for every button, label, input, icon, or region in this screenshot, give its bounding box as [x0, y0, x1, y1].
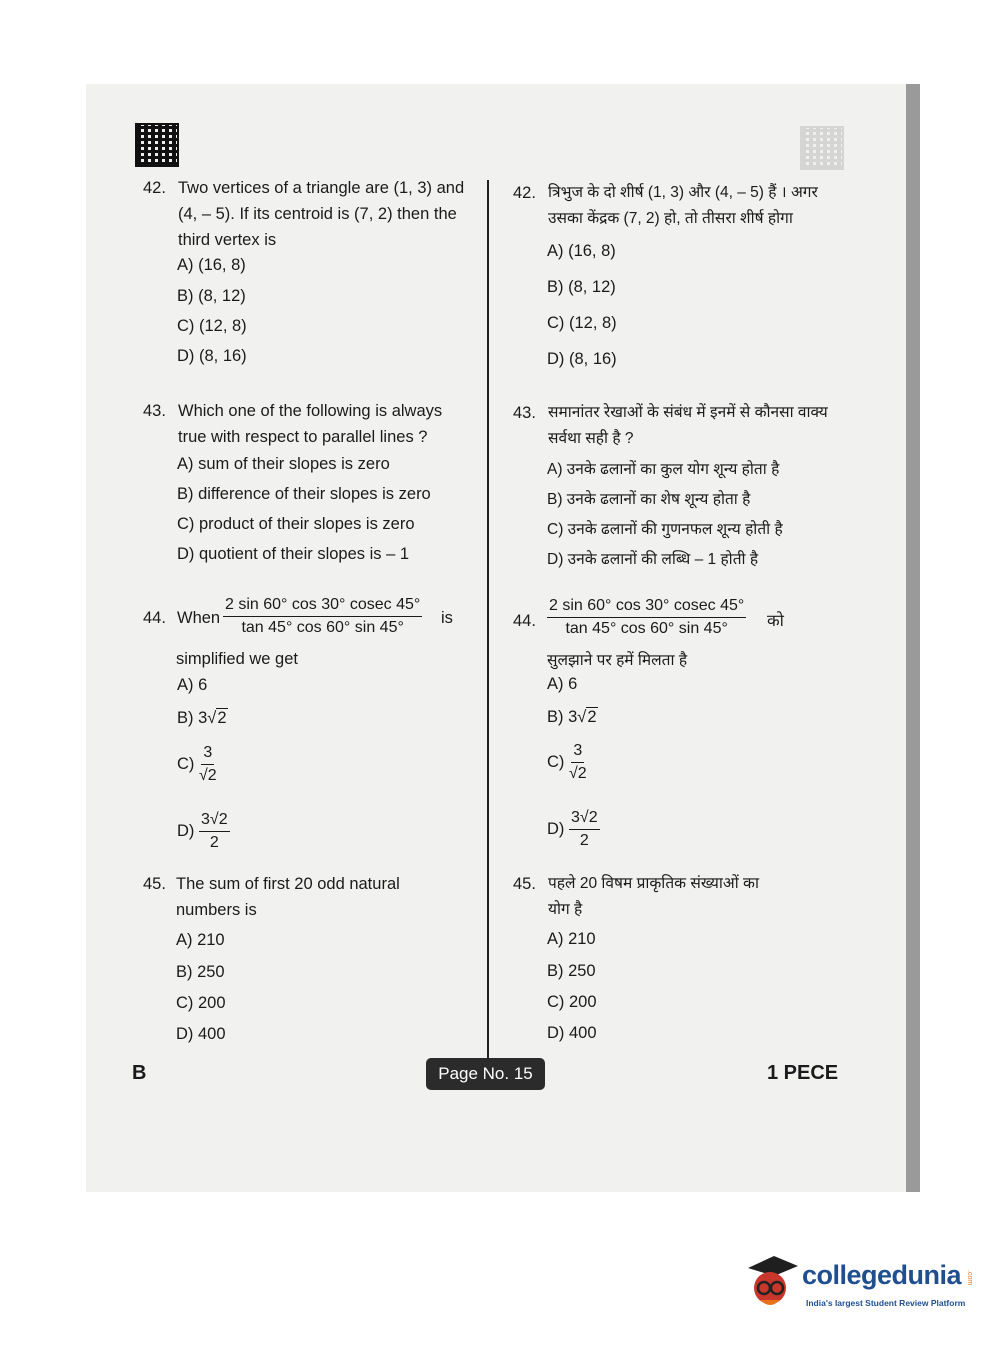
- option-a: A) (16, 8): [177, 256, 246, 274]
- column-divider: [487, 180, 489, 1060]
- option-c: C) 200: [547, 993, 597, 1011]
- option-d: D) $\frac{3√2}{2}$: [177, 811, 228, 851]
- question-stem: Two vertices of a triangle are (1, 3) and (4, – 5). If its centroid is (7, 2) then the third vertex is: [178, 179, 465, 249]
- option-d: D) $\frac{3√2}{2}$: [547, 809, 598, 849]
- fraction: $\frac{3√2}{2}$: [571, 809, 598, 849]
- option-c: C) (12, 8): [177, 317, 247, 335]
- question-number: 43.: [513, 404, 536, 422]
- exam-code: 1 PECE: [767, 1062, 839, 1084]
- question-stem-continued: simplified we get: [176, 650, 298, 668]
- brand-tagline: India's largest Student Review Platform: [806, 1298, 966, 1308]
- question-stem-continued: सुलझाने पर हमें मिलता है: [547, 652, 688, 669]
- question-number: 45.: [513, 875, 536, 893]
- question-number: 45.: [143, 875, 166, 893]
- question-number: 42.: [513, 184, 536, 202]
- option-b: B) difference of their slopes is zero: [177, 485, 431, 503]
- question-number: 44.: [513, 612, 536, 630]
- option-c: C) $\frac{3}{√2}$: [177, 744, 217, 784]
- radical-expression: 3√2: [568, 708, 597, 726]
- question-stem: Which one of the following is always true with respect to parallel lines ?: [178, 402, 443, 446]
- question-44-en: 44. When $\frac{2 \sin 60^\circ \cos 30^\circ cosec 45^\circ}{\tan 45^\circ \cos 60^\circ \sin 45^\circ}$ is: [143, 596, 453, 636]
- page-number-badge: Page No. 15: [426, 1058, 545, 1090]
- fraction: $\frac{3√2}{2}$: [201, 811, 228, 851]
- option-a: A) 6: [547, 675, 578, 693]
- qr-code-faded: [802, 128, 842, 168]
- collegedunia-logo: [744, 1254, 974, 1318]
- option-a: A) 6: [177, 676, 208, 694]
- option-b: B) 250: [547, 962, 596, 980]
- question-number: 43.: [143, 402, 166, 420]
- question-number: 44.: [143, 609, 166, 627]
- qr-code: [137, 125, 177, 165]
- question-43-en: [143, 398, 478, 450]
- question-stem: The sum of first 20 odd natural numbers is: [176, 875, 400, 919]
- option-b: B) 3√2: [177, 709, 227, 727]
- option-c: C) product of their slopes is zero: [177, 515, 415, 533]
- question-number: 42.: [143, 179, 166, 197]
- question-42-en: [143, 175, 478, 253]
- question-stem: पहले 20 विषम प्राकृतिक संख्याओं का योग है: [548, 875, 759, 918]
- option-d: D) (8, 16): [177, 347, 247, 365]
- question-43-hi: [513, 400, 843, 452]
- question-stem: समानांतर रेखाओं के संबंध में इनमें से कौनसा वाक्य सर्वथा सही है ?: [548, 404, 828, 447]
- option-c: C) उनके ढलानों की गुणनफल शून्य होती है: [547, 521, 783, 538]
- option-a: A) 210: [176, 931, 225, 949]
- option-b: B) उनके ढलानों का शेष शून्य होता है: [547, 491, 751, 508]
- question-stem: त्रिभुज के दो शीर्ष (1, 3) और (4, – 5) हैं । अगर उसका केंद्रक (7, 2) हो, तो तीसरा शीर्ष होगा: [548, 184, 818, 227]
- option-a: A) 210: [547, 930, 596, 948]
- option-d: D) उनके ढलानों की लब्धि – 1 होती है: [547, 551, 759, 568]
- question-44-hi: 44. $\frac{2 \sin 60^\circ \cos 30^\circ cosec 45^\circ}{\tan 45^\circ \cos 60^\circ \sin 45^\circ}$ को: [513, 597, 784, 637]
- option-d: D) (8, 16): [547, 350, 617, 368]
- option-b: B) (8, 12): [547, 278, 616, 296]
- option-a: A) (16, 8): [547, 242, 616, 260]
- trig-fraction: $\frac{2 \sin 60^\circ \cos 30^\circ cosec 45^\circ}{\tan 45^\circ \cos 60^\circ \sin 45^\circ}$: [225, 596, 421, 636]
- page-edge-shadow: [906, 84, 920, 1192]
- option-b: B) 250: [176, 963, 225, 981]
- brand-dotcom: .com: [966, 1270, 973, 1286]
- booklet-series-letter: B: [132, 1062, 147, 1084]
- option-c: C) (12, 8): [547, 314, 617, 332]
- option-a: A) sum of their slopes is zero: [177, 455, 390, 473]
- mascot-icon: [744, 1254, 800, 1314]
- option-c: C) $\frac{3}{√2}$: [547, 742, 587, 782]
- option-b: B) 3√2: [547, 708, 597, 726]
- option-d: D) 400: [176, 1025, 226, 1043]
- question-45-hi: [513, 871, 843, 923]
- fraction: $\frac{3}{√2}$: [569, 742, 587, 782]
- question-45-en: [143, 871, 478, 923]
- question-42-hi: [513, 180, 843, 232]
- option-c: C) 200: [176, 994, 226, 1012]
- option-a: A) उनके ढलानों का कुल योग शून्य होता है: [547, 461, 780, 478]
- radical-expression: 3√2: [198, 709, 227, 727]
- option-b: B) (8, 12): [177, 287, 246, 305]
- option-d: D) quotient of their slopes is – 1: [177, 545, 410, 563]
- option-d: D) 400: [547, 1024, 597, 1042]
- brand-name: collegedunia: [802, 1260, 962, 1290]
- fraction: $\frac{3}{√2}$: [199, 744, 217, 784]
- trig-fraction: $\frac{2 \sin 60^\circ \cos 30^\circ cosec 45^\circ}{\tan 45^\circ \cos 60^\circ \sin 45^\circ}$: [549, 597, 745, 637]
